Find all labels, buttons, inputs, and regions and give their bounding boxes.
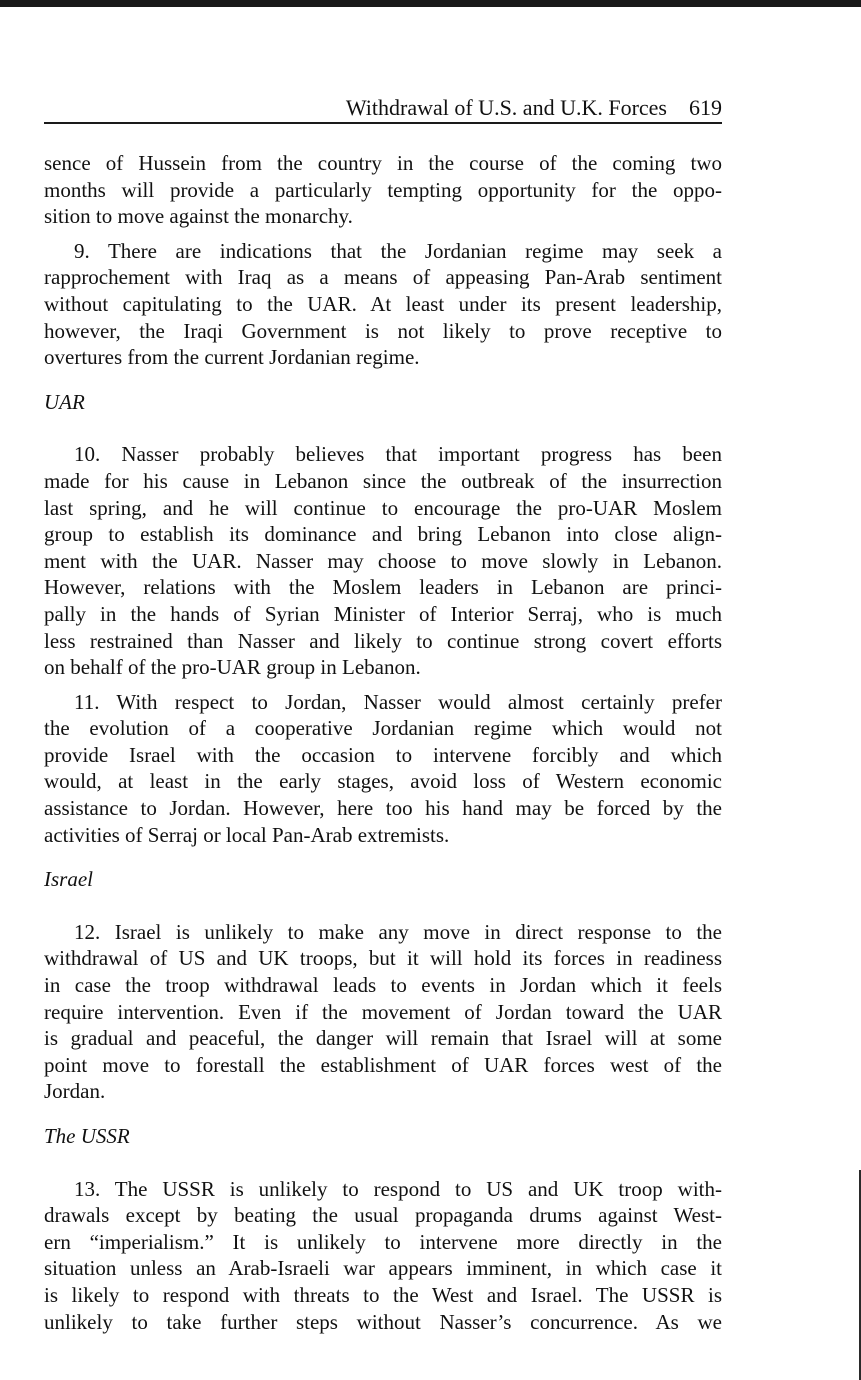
text-line: require intervention. Even if the movement of Jordan toward the UAR [44, 999, 722, 1024]
text-line: situation unless an Arab-Israeli war appears imminent, in which case it [44, 1256, 722, 1281]
section-heading-ussr: The USSR [44, 1124, 130, 1148]
paragraph-11 [44, 689, 722, 849]
text-line: sence of Hussein from the country in the course of the coming two [44, 151, 722, 175]
text-line: the evolution of a cooperative Jordanian regime which would not [44, 716, 722, 741]
text-line: drawals except by beating the usual propaganda drums against West- [44, 1203, 722, 1228]
document-body [44, 150, 722, 1335]
text-line: on behalf of the pro-UAR group in Lebanon. [44, 655, 421, 680]
text-line: assistance to Jordan. However, here too his hand may be forced by the [44, 796, 722, 821]
text-line: activities of Serraj or local Pan-Arab extremists. [44, 822, 450, 847]
paragraph-continued [44, 150, 722, 230]
text-line: in case the troop withdrawal leads to events in Jordan which it feels [44, 973, 722, 998]
text-line: however, the Iraqi Government is not likely to prove receptive to [44, 318, 722, 343]
text-line: unlikely to take further steps without Nasser’s concurrence. As we [44, 1309, 722, 1334]
text-line: Jordan. [44, 1079, 106, 1104]
text-line: last spring, and he will continue to encourage the pro-UAR Moslem [44, 495, 722, 520]
scan-edge-top [0, 0, 861, 7]
text-line: 11. With respect to Jordan, Nasser would almost certainly prefer [74, 689, 722, 714]
text-line: However, relations with the Moslem leaders in Lebanon are princi- [44, 575, 722, 600]
text-line: group to establish its dominance and bring Lebanon into close align- [44, 522, 722, 547]
text-line: rapprochement with Iraq as a means of appeasing Pan-Arab sentiment [44, 265, 722, 290]
text-line: withdrawal of US and UK troops, but it will hold its forces in readiness [44, 946, 722, 971]
text-line: ern “imperialism.” It is unlikely to intervene more directly in the [44, 1229, 722, 1254]
text-line: overtures from the current Jordanian regime. [44, 345, 420, 370]
text-line: is gradual and peaceful, the danger will remain that Israel will at some [44, 1026, 722, 1051]
header-rule [44, 122, 722, 124]
page-number: 619 [689, 95, 722, 120]
paragraph-12 [44, 919, 722, 1105]
paragraph-13 [44, 1176, 722, 1336]
text-line: ment with the UAR. Nasser may choose to move slowly in Lebanon. [44, 548, 722, 573]
text-line: is likely to respond with threats to the West and Israel. The USSR is [44, 1282, 722, 1307]
paragraph-10 [44, 441, 722, 680]
text-line: 9. There are indications that the Jordanian regime may seek a [74, 238, 722, 263]
text-line: 12. Israel is unlikely to make any move in direct response to the [74, 919, 722, 944]
text-line: point move to forestall the establishment of UAR forces west of the [44, 1052, 722, 1077]
paragraph-9 [44, 238, 722, 371]
text-line: would, at least in the early stages, avoid loss of Western economic [44, 769, 722, 794]
text-line: months will provide a particularly tempting opportunity for the oppo- [44, 177, 722, 202]
text-line: 10. Nasser probably believes that important progress has been [74, 442, 722, 467]
section-heading-israel: Israel [44, 867, 93, 892]
section-heading-uar: UAR [44, 389, 85, 414]
text-line: pally in the hands of Syrian Minister of Interior Serraj, who is much [44, 601, 722, 626]
text-line: less restrained than Nasser and likely to continue strong covert efforts [44, 628, 722, 653]
text-line: made for his cause in Lebanon since the outbreak of the insurrection [44, 468, 722, 493]
text-line: sition to move against the monarchy. [44, 204, 353, 229]
running-title: Withdrawal of U.S. and U.K. Forces [345, 95, 667, 120]
running-header [44, 94, 722, 122]
text-line: provide Israel with the occasion to intervene forcibly and which [44, 742, 722, 767]
text-line: 13. The USSR is unlikely to respond to US and UK troop with- [74, 1176, 722, 1201]
text-line: without capitulating to the UAR. At least under its present leadership, [44, 291, 722, 316]
